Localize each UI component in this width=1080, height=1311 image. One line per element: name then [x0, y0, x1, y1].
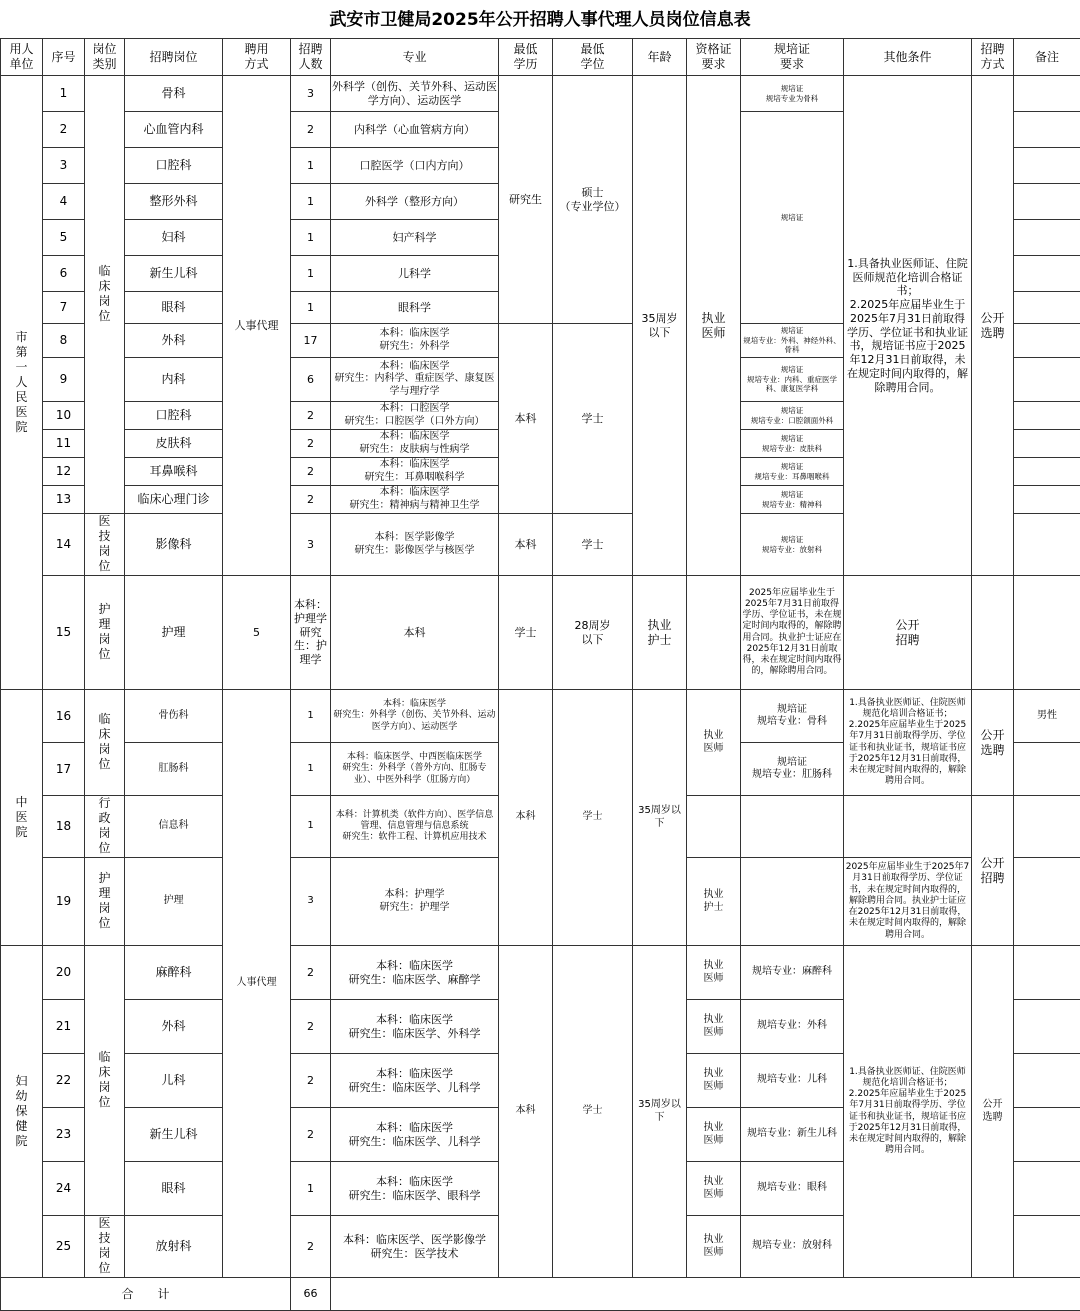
post-cell: 眼科: [125, 1162, 223, 1216]
education-cell: 本科: [499, 946, 553, 1278]
post-cell: 信息科: [125, 796, 223, 858]
header-other: 其他条件: [844, 39, 972, 76]
post-cell: 骨伤科: [125, 690, 223, 743]
category-cell: 医技岗位: [85, 514, 125, 576]
post-cell: 儿科: [125, 1054, 223, 1108]
major-cell: 本科：临床医学 研究生：内科学、重症医学、康复医学与理疗学: [331, 358, 499, 402]
guipei-cell: 规培证 规培专业：内科、重症医学科、康复医学科: [741, 358, 844, 402]
row-no: 22: [43, 1054, 85, 1108]
row-no: 2: [43, 112, 85, 148]
header-unit: 用人 单位: [1, 39, 43, 76]
total-label: 合 计: [1, 1278, 291, 1311]
guipei-cell: 规培证 规培专业：口腔颌面外科: [741, 402, 844, 430]
guipei-cell: 规培证 规培专业：外科、神经外科、骨科: [741, 324, 844, 358]
header-cert: 资格证 要求: [687, 39, 741, 76]
remark-cell: [1014, 76, 1080, 112]
guipei-cell: 规培专业：外科: [741, 1000, 844, 1054]
cert-cell: [687, 796, 741, 858]
table-row: [1, 690, 1080, 743]
post-cell: 放射科: [125, 1216, 223, 1278]
other-cell: 1.具备执业医师证、住院医师规范化培训合格证书； 2.2025年应届毕业生于2025年7月31日前取得学历、学位证书和执业证书，规培证书应于2025年12月31日前取得，未在规定时间内取得的，解除聘用合同。: [844, 946, 972, 1278]
count-cell: 2: [291, 458, 331, 486]
count-cell: 3: [291, 514, 331, 576]
row-no: 13: [43, 486, 85, 514]
remark-cell: [1014, 858, 1080, 946]
count-cell: 1: [291, 256, 331, 292]
guipei-cell: 规培专业：麻醉科: [741, 946, 844, 1000]
category-cell: 临床岗位: [85, 690, 125, 796]
major-cell: 外科学（整形方向）: [331, 184, 499, 220]
remark-cell: [1014, 220, 1080, 256]
count-cell: 3: [291, 76, 331, 112]
row-no: 24: [43, 1162, 85, 1216]
degree-cell: 学士: [553, 690, 633, 946]
recruit-cell: 公开 招聘: [844, 576, 972, 690]
count-cell: 17: [291, 324, 331, 358]
post-cell: 耳鼻喉科: [125, 458, 223, 486]
header-post: 招聘岗位: [125, 39, 223, 76]
row-no: 16: [43, 690, 85, 743]
major-cell: 本科：临床医学、中西医临床医学 研究生：外科学（普外方向、肛肠专业）、中医外科学（肛肠方向）: [331, 743, 499, 796]
guipei-cell: 规培证 规培专业为骨科: [741, 76, 844, 112]
remark-cell: [1014, 402, 1080, 430]
header-guipei: 规培证 要求: [741, 39, 844, 76]
cert-cell: 执业 医师: [687, 1162, 741, 1216]
major-cell: 本科：临床医学 研究生：临床医学、眼科学: [331, 1162, 499, 1216]
recruit-cell: 公开 选聘: [972, 946, 1014, 1278]
sheet-title: 武安市卫健局2025年公开招聘人事代理人员岗位信息表: [0, 0, 1080, 38]
cert-cell: 执业 医师: [687, 1108, 741, 1162]
row-no: 10: [43, 402, 85, 430]
unit-cell: 市第一人民医院: [1, 76, 43, 690]
major-cell: 本科：临床医学 研究生：临床医学、麻醉学: [331, 946, 499, 1000]
major-cell: 口腔医学（口内方向）: [331, 148, 499, 184]
remark-cell: [1014, 112, 1080, 148]
header-recruit: 招聘 方式: [972, 39, 1014, 76]
major-cell: 儿科学: [331, 256, 499, 292]
major-cell: 妇产科学: [331, 220, 499, 256]
table-row: [1, 76, 1080, 112]
category-cell: 护理岗位: [85, 576, 125, 690]
header-employment: 聘用 方式: [223, 39, 291, 76]
post-cell: 骨科: [125, 76, 223, 112]
degree-cell: 学士: [499, 576, 553, 690]
major-cell: 外科学（创伤、关节外科、运动医学方向）、运动医学: [331, 76, 499, 112]
category-cell: 护理岗位: [85, 858, 125, 946]
recruit-cell: 公开 选聘: [972, 690, 1014, 796]
row-no: 6: [43, 256, 85, 292]
remark-cell: [1014, 1216, 1080, 1278]
post-cell: 肛肠科: [125, 743, 223, 796]
remark-cell: [1014, 324, 1080, 358]
header-age: 年龄: [633, 39, 687, 76]
major-cell: 本科：临床医学 研究生：精神病与精神卫生学: [331, 486, 499, 514]
row-no: 7: [43, 292, 85, 324]
post-cell: 口腔科: [125, 148, 223, 184]
guipei-cell: 规培证 规培专业：精神科: [741, 486, 844, 514]
education-cell: 本科: [499, 690, 553, 946]
major-cell: 本科：口腔医学 研究生：口腔医学（口外方向）: [331, 402, 499, 430]
age-cell: 35周岁 以下: [633, 76, 687, 576]
row-no: 14: [43, 514, 85, 576]
row-no: 8: [43, 324, 85, 358]
row-no: 21: [43, 1000, 85, 1054]
remark-cell: [1014, 458, 1080, 486]
age-cell: 28周岁 以下: [553, 576, 633, 690]
remark-cell: [972, 576, 1014, 690]
post-cell: 新生儿科: [125, 1108, 223, 1162]
guipei-cell: 规培专业：眼科: [741, 1162, 844, 1216]
count-cell: 2: [291, 1108, 331, 1162]
count-cell: 2: [291, 402, 331, 430]
guipei-cell: 规培证 规培专业：骨科: [741, 690, 844, 743]
employment-cell: 人事代理: [223, 690, 291, 1278]
row-no: 25: [43, 1216, 85, 1278]
major-cell: 本科：医学影像学 研究生：影像医学与核医学: [331, 514, 499, 576]
major-cell: 内科学（心血管病方向）: [331, 112, 499, 148]
category-cell: 临床岗位: [85, 76, 125, 514]
remark-cell: [1014, 292, 1080, 324]
count-cell: 1: [291, 743, 331, 796]
remark-cell: [1014, 796, 1080, 858]
remark-cell: [1014, 1108, 1080, 1162]
count-cell: 2: [291, 112, 331, 148]
count-cell: 1: [291, 796, 331, 858]
row-no: 19: [43, 858, 85, 946]
remark-cell: [1014, 358, 1080, 402]
remark-cell: [1014, 1000, 1080, 1054]
post-cell: 妇科: [125, 220, 223, 256]
cert-cell: 执业 医师: [687, 946, 741, 1000]
guipei-cell: [741, 796, 844, 858]
row-no: 4: [43, 184, 85, 220]
row-no: 9: [43, 358, 85, 402]
category-cell: 行政岗位: [85, 796, 125, 858]
remark-cell: [1014, 486, 1080, 514]
post-cell: 皮肤科: [125, 430, 223, 458]
unit-cell: 妇幼保健院: [1, 946, 43, 1278]
major-cell: 本科：临床医学 研究生：临床医学、儿科学: [331, 1108, 499, 1162]
education-cell: 研究生: [499, 76, 553, 324]
post-cell: 外科: [125, 1000, 223, 1054]
major-cell: 本科：临床医学 研究生：外科学: [331, 324, 499, 358]
major-cell: 本科：护理学 研究生：护理学: [331, 858, 499, 946]
cert-cell: 执业 医师: [687, 76, 741, 576]
header-degree: 最低 学位: [553, 39, 633, 76]
guipei-cell: 规培专业：放射科: [741, 1216, 844, 1278]
row-no: 18: [43, 796, 85, 858]
remark-cell: [1014, 514, 1080, 576]
post-cell: 麻醉科: [125, 946, 223, 1000]
count-cell: 2: [291, 1054, 331, 1108]
major-cell: 本科：护理学 研究生：护理学: [291, 576, 331, 690]
post-cell: 整形外科: [125, 184, 223, 220]
education-cell: 本科: [331, 576, 499, 690]
guipei-cell: 规培证 规培专业：肛肠科: [741, 743, 844, 796]
row-no: 1: [43, 76, 85, 112]
remark-cell: [1014, 430, 1080, 458]
post-cell: 影像科: [125, 514, 223, 576]
count-cell: 1: [291, 292, 331, 324]
cert-cell: 执业 医师: [687, 690, 741, 796]
major-cell: 本科：临床医学 研究生：耳鼻咽喉科学: [331, 458, 499, 486]
count-cell: 1: [291, 148, 331, 184]
remark-cell: [1014, 184, 1080, 220]
count-cell: 2: [291, 946, 331, 1000]
degree-cell: 硕士 （专业学位）: [553, 76, 633, 324]
other-cell: 2025年应届毕业生于2025年7月31日前取得学历、学位证书，未在规定时间内取得的，解除聘用合同。执业护士证应在2025年12月31日前取得，未在规定时间内取得的，解除聘用合同。: [844, 858, 972, 946]
other-cell: 1.具备执业医师证、住院医师规范化培训合格证书； 2.2025年应届毕业生于2025年7月31日前取得学历、学位证书和执业证书，规培证书应于2025年12月31日前取得，未在规定时间内取得的，解除聘用合同。: [844, 690, 972, 796]
row-no: 15: [43, 576, 85, 690]
recruit-cell: 公开 选聘: [972, 76, 1014, 576]
remark-cell: [1014, 1162, 1080, 1216]
recruitment-table: [0, 38, 1080, 1311]
category-cell: 临床岗位: [85, 946, 125, 1216]
row-no: 23: [43, 1108, 85, 1162]
table-row: [1, 576, 1080, 690]
degree-cell: 学士: [553, 946, 633, 1278]
row-no: 11: [43, 430, 85, 458]
major-cell: 本科：临床医学 研究生：临床医学、外科学: [331, 1000, 499, 1054]
guipei-cell: 规培证: [741, 112, 844, 324]
count-cell: 1: [291, 1162, 331, 1216]
post-cell: 内科: [125, 358, 223, 402]
guipei-cell: [687, 576, 741, 690]
cert-cell: 执业 医师: [687, 1216, 741, 1278]
total-row: [1, 1278, 1080, 1311]
age-cell: 35周岁以 下: [633, 946, 687, 1278]
remark-cell: 男性: [1014, 690, 1080, 743]
post-cell: 眼科: [125, 292, 223, 324]
unit-cell: 中医院: [1, 690, 43, 946]
other-cell: 1.具备执业医师证、住院医师规范化培训合格证书； 2.2025年应届毕业生于2025年7月31日前取得学历、学位证书和执业证书，规培证书应于2025年12月31日前取得，未在规定时间内取得的，解除聘用合同。: [844, 76, 972, 576]
count-cell: 5: [223, 576, 291, 690]
count-cell: 2: [291, 430, 331, 458]
remark-cell: [1014, 743, 1080, 796]
remark-cell: [1014, 1054, 1080, 1108]
total-value: 66: [291, 1278, 331, 1311]
guipei-cell: 规培证 规培专业：放射科: [741, 514, 844, 576]
header-count: 招聘 人数: [291, 39, 331, 76]
major-cell: 本科：计算机类（软件方向）、医学信息管理、信息管理与信息系统 研究生：软件工程、计算机应用技术: [331, 796, 499, 858]
education-cell: 本科: [499, 514, 553, 576]
other-cell: 2025年应届毕业生于2025年7月31日前取得学历、学位证书，未在规定时间内取得的，解除聘用合同。执业护士证应在2025年12月31日前取得，未在规定时间内取得的，解除聘用合同。: [741, 576, 844, 690]
count-cell: 2: [291, 486, 331, 514]
guipei-cell: 规培专业：儿科: [741, 1054, 844, 1108]
other-cell: [844, 796, 972, 858]
degree-cell: 学士: [553, 514, 633, 576]
major-cell: 本科：临床医学、医学影像学 研究生：医学技术: [331, 1216, 499, 1278]
age-cell: 35周岁以 下: [633, 690, 687, 946]
header-education: 最低 学历: [499, 39, 553, 76]
table-row: [1, 946, 1080, 1000]
row-no: 17: [43, 743, 85, 796]
guipei-cell: 规培证 规培专业：耳鼻咽喉科: [741, 458, 844, 486]
education-cell: 本科: [499, 324, 553, 514]
major-cell: 本科：临床医学 研究生：皮肤病与性病学: [331, 430, 499, 458]
header-remark: 备注: [1014, 39, 1080, 76]
post-cell: 口腔科: [125, 402, 223, 430]
recruit-cell: 公开 招聘: [972, 796, 1014, 946]
guipei-cell: [741, 858, 844, 946]
major-cell: 本科：临床医学 研究生：外科学（创伤、关节外科、运动医学方向）、运动医学: [331, 690, 499, 743]
count-cell: 1: [291, 690, 331, 743]
major-cell: 本科：临床医学 研究生：临床医学、儿科学: [331, 1054, 499, 1108]
header-no: 序号: [43, 39, 85, 76]
count-cell: 3: [291, 858, 331, 946]
cert-cell: 执业 医师: [687, 1054, 741, 1108]
row-no: 12: [43, 458, 85, 486]
degree-cell: 学士: [553, 324, 633, 514]
post-cell: 新生儿科: [125, 256, 223, 292]
count-cell: 2: [291, 1000, 331, 1054]
row-no: 20: [43, 946, 85, 1000]
cert-cell: 执业 护士: [687, 858, 741, 946]
header-major: 专业: [331, 39, 499, 76]
count-cell: 2: [291, 1216, 331, 1278]
count-cell: 1: [291, 220, 331, 256]
category-cell: 医技岗位: [85, 1216, 125, 1278]
count-cell: 6: [291, 358, 331, 402]
post-cell: 心血管内科: [125, 112, 223, 148]
row-no: 3: [43, 148, 85, 184]
header-row: [1, 39, 1080, 76]
total-blank: [331, 1278, 1080, 1311]
cert-cell: 执业 护士: [633, 576, 687, 690]
guipei-cell: 规培证 规培专业：皮肤科: [741, 430, 844, 458]
cert-cell: 执业 医师: [687, 1000, 741, 1054]
post-cell: 护理: [125, 576, 223, 690]
remark-cell: [1014, 256, 1080, 292]
remark-cell: [1014, 148, 1080, 184]
post-cell: 护理: [125, 858, 223, 946]
row-no: 5: [43, 220, 85, 256]
employment-cell: 人事代理: [223, 76, 291, 576]
post-cell: 临床心理门诊: [125, 486, 223, 514]
major-cell: 眼科学: [331, 292, 499, 324]
count-cell: 1: [291, 184, 331, 220]
remark-cell: [1014, 946, 1080, 1000]
header-category: 岗位 类别: [85, 39, 125, 76]
guipei-cell: 规培专业：新生儿科: [741, 1108, 844, 1162]
post-cell: 外科: [125, 324, 223, 358]
